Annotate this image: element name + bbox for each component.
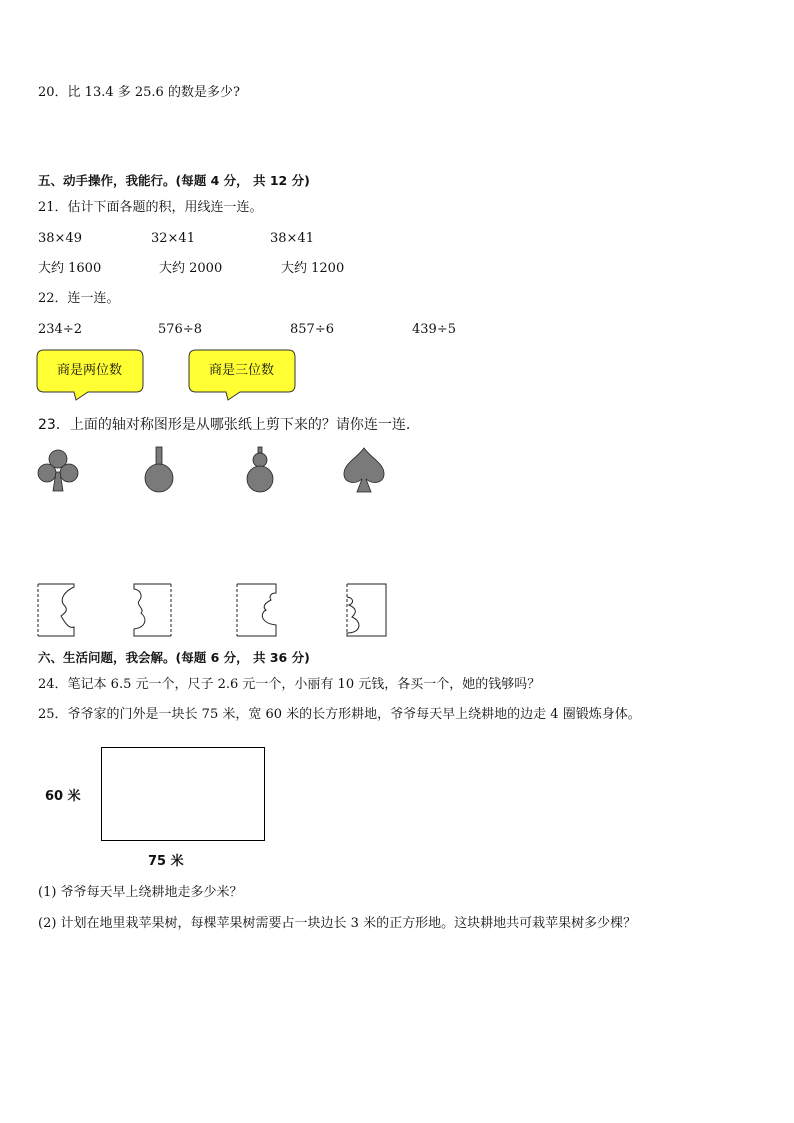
paper-cutout-1-icon[interactable]	[37, 583, 77, 637]
bubble-two-digit-label: 商是两位数	[56, 363, 122, 378]
paper-cutout-3-icon[interactable]	[236, 583, 278, 637]
length-label: 75 米	[148, 854, 184, 869]
q21-answer-2[interactable]: 大约 2000	[159, 261, 223, 276]
paper-cutout-4-icon[interactable]	[346, 583, 388, 637]
question-21-title: 21．估计下面各题的积，用线连一连。	[38, 200, 263, 215]
bubble-three-digit[interactable]	[188, 349, 298, 401]
q22-expr-2[interactable]: 576÷8	[158, 322, 202, 337]
question-25-title: 25．爷爷家的门外是一块长 75 米，宽 60 米的长方形耕地，爷爷每天早上绕耕地的边走 4 圈锻炼身体。	[38, 707, 641, 722]
q21-answer-1[interactable]: 大约 1600	[38, 261, 102, 276]
width-label: 60 米	[45, 789, 81, 804]
gourd-shape-icon[interactable]	[242, 446, 278, 494]
q22-expr-3[interactable]: 857÷6	[290, 322, 334, 337]
q22-expr-1[interactable]: 234÷2	[38, 322, 82, 337]
section-5-heading: 五、动手操作，我能行。(每题 4 分， 共 12 分)	[38, 173, 310, 188]
farmland-rectangle	[101, 747, 265, 841]
club-shape-icon[interactable]	[36, 448, 80, 494]
q22-expr-4[interactable]: 439÷5	[412, 322, 456, 337]
bubble-two-digit[interactable]	[36, 349, 146, 401]
paper-cutout-2-icon[interactable]	[131, 583, 173, 637]
section-6-heading: 六、生活问题，我会解。(每题 6 分， 共 36 分)	[38, 650, 310, 665]
question-23-title: 23．上面的轴对称图形是从哪张纸上剪下来的？请你连一连.	[38, 417, 411, 433]
question-24: 24．笔记本 6.5 元一个，尺子 2.6 元一个，小丽有 10 元钱，各买一个，她的钱够吗？	[38, 677, 541, 692]
q21-expr-1[interactable]: 38×49	[38, 231, 82, 246]
q21-expr-3[interactable]: 38×41	[270, 231, 314, 246]
q21-expr-2[interactable]: 32×41	[151, 231, 195, 246]
question-20: 20．比 13.4 多 25.6 的数是多少?	[38, 85, 240, 100]
question-25-sub-2: (2) 计划在地里栽苹果树，每棵苹果树需要占一块边长 3 米的正方形地。这块耕地共可栽苹果树多少棵？	[38, 916, 637, 931]
bubble-three-digit-label: 商是三位数	[208, 363, 274, 378]
spade-shape-icon[interactable]	[341, 446, 387, 494]
question-22-title: 22．连一连。	[38, 291, 120, 306]
q21-answer-3[interactable]: 大约 1200	[281, 261, 345, 276]
round-flask-shape-icon[interactable]	[141, 446, 177, 494]
question-25-sub-1: (1) 爷爷每天早上绕耕地走多少米？	[38, 885, 243, 900]
